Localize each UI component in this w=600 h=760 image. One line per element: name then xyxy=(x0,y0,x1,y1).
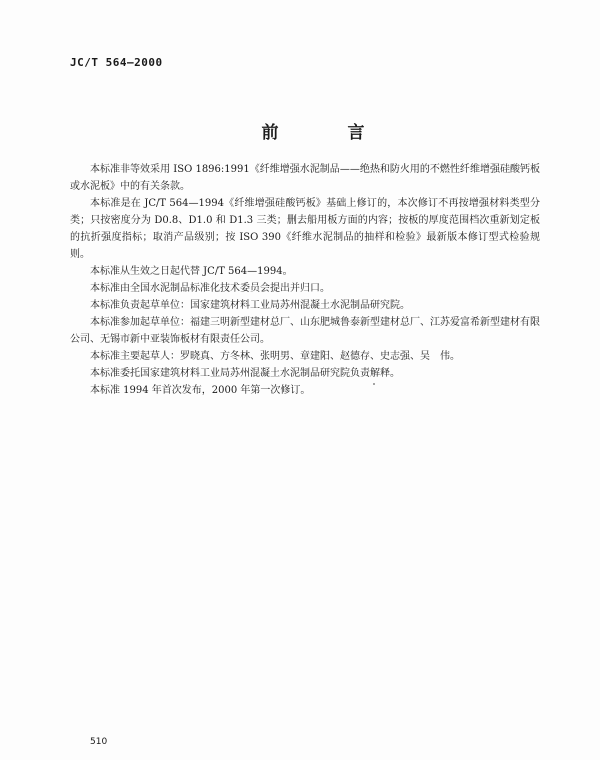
scan-speck xyxy=(373,383,375,385)
paragraph-proposer: 本标准由全国水泥制品标准化技术委员会提出并归口。 xyxy=(90,283,330,294)
paragraph-revision: 本标准是在 JC/T 564—1994《纤维增强硅酸钙板》基础上修订的，本次修订不再按增强材料类型分类；只按密度分为 D0.8、D1.0 和 D1.3 三类；删去船用板方面的内容；按板的厚度范围档次重新划定板的抗折强度指标；取消产品级别；按 ISO 390《纤维水泥制品的抽样和检验》最新版本修订型式检验规则。 xyxy=(70,198,540,260)
paragraph-adoption: 本标准非等效采用 ISO 1896:1991《纤维增强水泥制品——绝热和防火用的不燃性纤维增强硅酸钙板或水泥板》中的有关条款。 xyxy=(70,164,540,192)
paragraph-replacement: 本标准从生效之日起代替 JC/T 564—1994。 xyxy=(90,266,293,277)
paragraph-interpretation: 本标准委托国家建筑材料工业局苏州混凝土水泥制品研究院负责解释。 xyxy=(90,368,400,379)
paragraph-publication: 本标准 1994 年首次发布，2000 年第一次修订。 xyxy=(90,385,311,396)
paragraph-participating-units: 本标准参加起草单位：福建三明新型建材总厂、山东肥城鲁泰新型建材总厂、江苏爱富希新型建材有限公司、无锡市新中亚装饰板材有限责任公司。 xyxy=(70,317,540,345)
page-number: 510 xyxy=(90,737,108,747)
standard-code: JC/T 564—2000 xyxy=(70,56,163,69)
foreword-body xyxy=(70,161,540,399)
paragraph-drafting-unit: 本标准负责起草单位：国家建筑材料工业局苏州混凝土水泥制品研究院。 xyxy=(90,300,410,311)
page-title: 前 言 xyxy=(261,123,391,143)
paragraph-drafters: 本标准主要起草人：罗晓真、方冬林、张明男、章建阳、赵德存、史志强、吴 伟。 xyxy=(90,351,460,362)
